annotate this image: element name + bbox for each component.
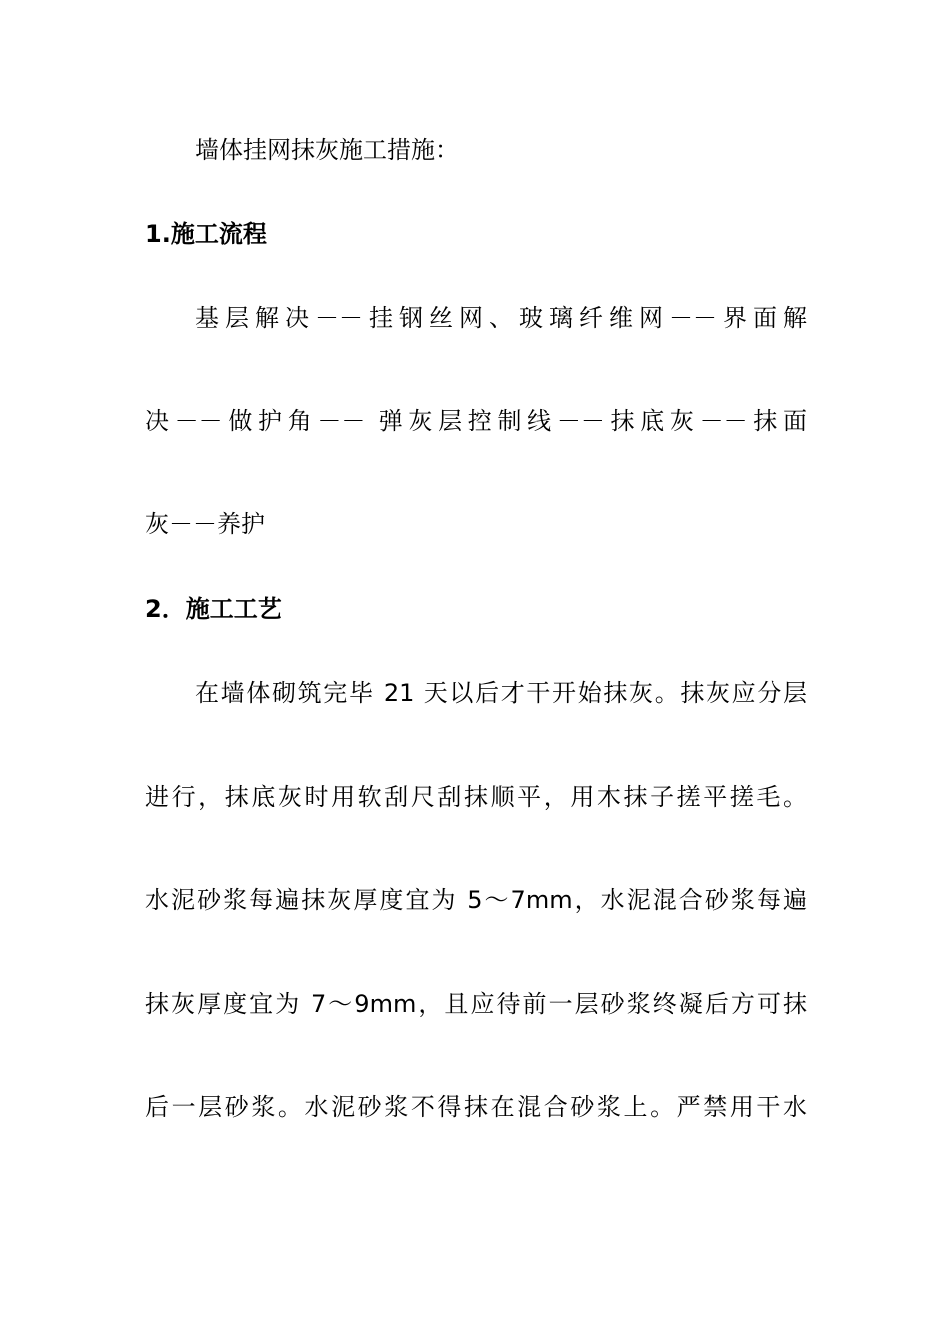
section1-line-1: 基层解决－－挂钢丝网、玻璃纤维网－－界面解 xyxy=(195,304,807,332)
section2-line-5: 后一层砂浆。水泥砂浆不得抹在混合砂浆上。严禁用干水 xyxy=(145,1093,807,1121)
section2-line-2: 进行，抹底灰时用软刮尺刮抹顺平，用木抹子搓平搓毛。 xyxy=(145,783,807,811)
document-title: 墙体挂网抹灰施工措施： xyxy=(195,136,459,164)
section2-line-3: 水泥砂浆每遍抹灰厚度宜为 5～7mm，水泥混合砂浆每遍 xyxy=(145,886,807,914)
section1-line-2: 决－－做护角－－ 弹灰层控制线－－抹底灰－－抹面 xyxy=(145,407,807,435)
section2-line-4: 抹灰厚度宜为 7～9mm，且应待前一层砂浆终凝后方可抹 xyxy=(145,990,807,1018)
section1-line-3: 灰－－养护 xyxy=(145,510,265,538)
section1-heading: 1.施工流程 xyxy=(145,220,267,248)
section2-heading: 2．施工工艺 xyxy=(145,595,282,623)
section2-line-1: 在墙体砌筑完毕 21 天以后才干开始抹灰。抹灰应分层 xyxy=(195,679,807,707)
